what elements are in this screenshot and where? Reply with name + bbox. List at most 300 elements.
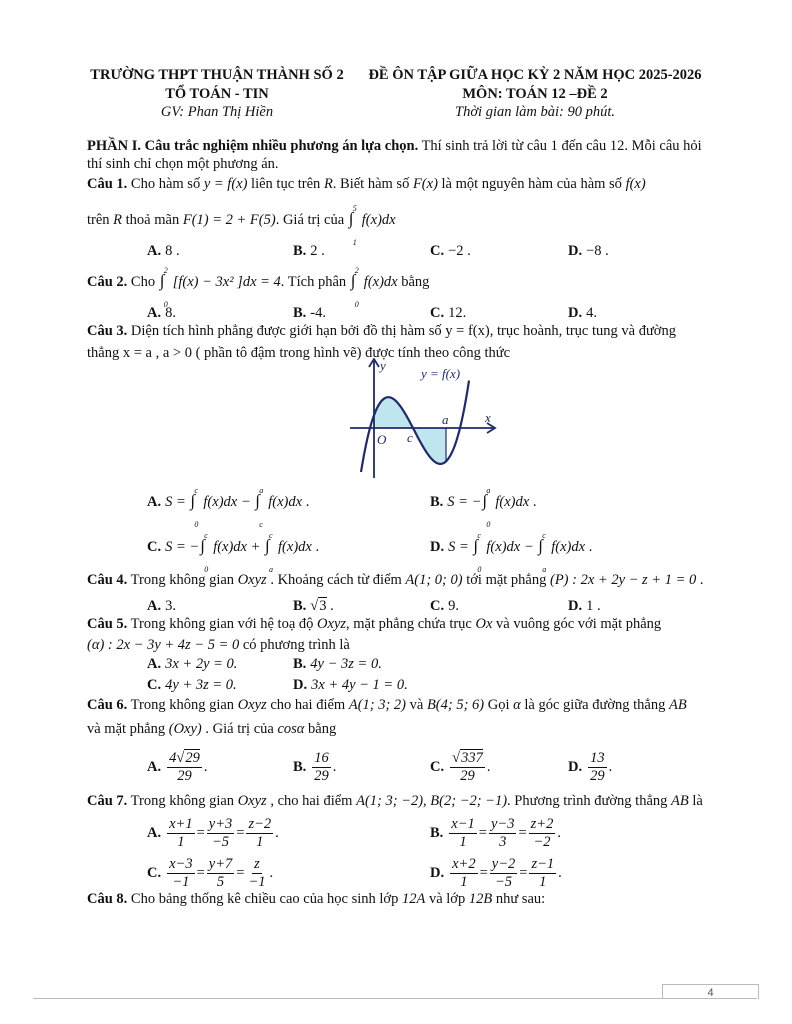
denominator	[175, 834, 186, 851]
text: 29	[590, 768, 605, 784]
math-expression: A(1; 0; 0)	[405, 572, 463, 588]
math-expression: f(x)dx +	[213, 539, 265, 555]
answer-option-a[interactable]	[147, 304, 176, 322]
option-label: A.	[147, 494, 162, 510]
text: bằng	[304, 721, 337, 737]
answer-option-d[interactable]	[430, 856, 562, 891]
text: 13	[590, 750, 605, 766]
text: =	[518, 824, 527, 841]
department: TỔ TOÁN - TIN	[165, 86, 269, 102]
text: =	[519, 864, 528, 881]
text: trên	[87, 212, 114, 228]
question-5	[87, 615, 661, 633]
text: =	[478, 824, 487, 841]
upper-limit: c	[477, 530, 481, 540]
answer-option-b[interactable]	[293, 655, 382, 673]
fraction	[246, 856, 267, 891]
upper-limit: c	[542, 530, 546, 540]
option-label: C.	[430, 758, 445, 775]
math-expression: f(x)dx −	[486, 539, 538, 555]
numerator	[529, 816, 556, 834]
question-text	[127, 697, 686, 713]
math-expression: 3x + 4y − 1 = 0.	[311, 677, 408, 693]
upper-limit: 2	[163, 265, 168, 275]
answer-option-d[interactable]	[430, 530, 593, 574]
text: 4	[169, 750, 177, 766]
numerator	[207, 816, 234, 834]
text: thoả mãn	[122, 212, 183, 228]
math-expression: A(1; 3; 2)	[348, 697, 407, 713]
answer-option-a[interactable]	[147, 750, 207, 785]
math-expression: F(x)	[412, 176, 438, 192]
math-expression: S = −	[447, 494, 482, 510]
text: và	[406, 697, 427, 713]
answer-option-b[interactable]	[293, 242, 325, 260]
math-expression: α	[513, 697, 521, 713]
text: .	[275, 824, 279, 841]
question-label: Câu 3.	[87, 323, 128, 339]
math-expression: (P) : 2x + 2y − z + 1 = 0	[550, 572, 697, 588]
option-label: D.	[293, 677, 308, 693]
answer-option-d[interactable]	[568, 242, 609, 260]
answer-option-d[interactable]	[568, 304, 597, 322]
question-text	[87, 720, 336, 738]
text: 9.	[448, 598, 459, 614]
denominator	[588, 768, 607, 785]
question-6	[87, 696, 687, 714]
text: x+2	[452, 856, 476, 872]
question-3	[87, 322, 676, 340]
lower-limit: c	[259, 519, 263, 529]
teacher: GV: Phan Thị Hiền	[160, 104, 274, 120]
upper-limit: c	[269, 530, 273, 540]
text: và lớp	[425, 891, 469, 907]
denominator	[497, 834, 508, 851]
option-label: A.	[147, 656, 162, 672]
text: −8 .	[586, 243, 609, 259]
lower-limit: a	[269, 564, 274, 574]
text: 8.	[165, 305, 176, 321]
text: .	[269, 864, 274, 881]
option-label: B.	[293, 758, 307, 775]
fraction	[167, 816, 194, 851]
text: z−1	[531, 856, 555, 872]
question-text	[87, 636, 350, 654]
integral-sign	[482, 485, 494, 529]
text: liên tục trên	[247, 176, 324, 192]
integral-symbol: ∫	[200, 535, 205, 555]
question-label: Câu 8.	[87, 891, 128, 907]
numerator	[588, 750, 607, 768]
answer-option-a[interactable]	[147, 242, 180, 260]
option-label: D.	[568, 305, 583, 321]
text: Trong không gian	[127, 697, 238, 713]
math-expression: f(x)dx	[363, 274, 398, 290]
integral-sign	[538, 530, 550, 574]
option-label: B.	[293, 243, 307, 259]
text: là góc giữa đường thẳng	[520, 697, 669, 713]
math-expression: S = −	[165, 539, 200, 555]
integral-symbol: ∫	[159, 270, 165, 290]
sqrt-sign: √	[310, 598, 319, 614]
text: tới mặt phẳng	[462, 572, 550, 588]
text: và mặt phẳng	[87, 721, 169, 737]
option-label: A.	[147, 824, 162, 841]
fraction	[207, 856, 234, 891]
numerator	[207, 856, 234, 874]
math-expression: Oxyz	[237, 793, 267, 809]
text: 1 .	[586, 598, 601, 614]
answer-option-d[interactable]	[568, 597, 601, 615]
fraction	[588, 750, 607, 785]
option-label: C.	[430, 598, 445, 614]
math-expression: A(1; 3; −2), B(2; −2; −1)	[356, 793, 508, 809]
numerator	[167, 750, 202, 768]
upper-limit: c	[204, 530, 208, 540]
text: =	[236, 864, 245, 881]
origin-label: O	[377, 432, 387, 447]
text: Gọi	[484, 697, 514, 713]
question-2	[87, 265, 430, 309]
answer-option-d[interactable]	[293, 676, 408, 694]
answer-option-c[interactable]	[147, 676, 237, 694]
fraction	[207, 816, 234, 851]
lower-limit: 0	[163, 299, 168, 309]
math-expression: 4y + 3z = 0.	[165, 677, 237, 693]
text: 12.	[448, 305, 467, 321]
text: là	[688, 793, 703, 809]
text: 8 .	[165, 243, 180, 259]
denominator	[458, 874, 469, 891]
text: y−3	[490, 816, 515, 832]
numerator	[450, 750, 485, 768]
denominator	[537, 874, 548, 891]
answer-option-b[interactable]	[293, 304, 326, 322]
numerator	[167, 856, 194, 874]
integral-sign	[348, 203, 361, 247]
text: Trong không gian với hệ toạ độ	[127, 616, 318, 632]
math-expression: f(x)dx −	[203, 494, 255, 510]
text: =	[479, 864, 488, 881]
part1-text: Thí sinh trả lời từ câu 1 đến câu 12. Mỗi câu hỏi	[418, 138, 702, 154]
denominator	[254, 834, 265, 851]
exam-time: Thời gian làm bài: 90 phút.	[455, 104, 615, 120]
option-label: B.	[430, 824, 444, 841]
integral-symbol: ∫	[348, 208, 354, 228]
integral-sign	[473, 530, 485, 574]
math-expression: f(x)dx	[361, 212, 396, 228]
text: x+1	[169, 816, 193, 832]
math-expression: f(x)dx	[551, 539, 586, 555]
fraction	[450, 750, 485, 785]
denominator	[457, 834, 468, 851]
text: . Tích phân	[280, 274, 350, 290]
option-label: A.	[147, 758, 162, 775]
math-expression: 12B	[468, 891, 493, 907]
text: .	[311, 539, 320, 555]
text: và vuông góc với mặt phẳng	[492, 616, 662, 632]
function-graph-figure	[345, 358, 505, 480]
integral-sign	[190, 485, 202, 529]
answer-option-c[interactable]	[430, 597, 459, 615]
math-expression: Ox	[475, 616, 493, 632]
text: Cho bảng thống kê chiều cao của học sinh lớp	[127, 891, 402, 907]
question-label: Câu 1.	[87, 176, 128, 192]
lower-limit: a	[542, 564, 547, 574]
answer-option-b[interactable]	[430, 485, 537, 529]
option-label: D.	[430, 864, 445, 881]
math-expression: S =	[165, 494, 190, 510]
lower-limit: 0	[354, 299, 359, 309]
question-label: Câu 5.	[87, 616, 128, 632]
radicand: 29	[185, 750, 200, 766]
integral-symbol: ∫	[190, 490, 196, 510]
question-text	[127, 176, 645, 192]
a-label: a	[442, 412, 449, 427]
option-label: C.	[147, 539, 162, 555]
math-expression: R	[323, 176, 333, 192]
text: .	[696, 572, 704, 588]
answer-option-d[interactable]	[568, 750, 612, 785]
denominator	[312, 768, 331, 785]
lower-limit: 0	[204, 564, 209, 574]
text: =	[196, 824, 205, 841]
option-label: B.	[293, 656, 307, 672]
curve-label: y = f(x)	[421, 366, 461, 381]
answer-option-c[interactable]	[430, 304, 466, 322]
fraction	[312, 750, 331, 785]
denominator	[210, 834, 231, 851]
question-8	[87, 890, 545, 908]
lower-limit: 0	[477, 564, 482, 574]
integral-sign	[350, 265, 363, 309]
text: .	[486, 758, 491, 775]
integral-symbol: ∫	[350, 270, 356, 290]
upper-limit: 2	[354, 265, 359, 275]
math-expression: 12A	[401, 891, 426, 907]
answer-option-a[interactable]	[147, 816, 279, 851]
math-expression: (α) : 2x − 3y + 4z − 5 = 0	[87, 637, 240, 653]
numerator	[449, 816, 476, 834]
option-label: D.	[568, 758, 583, 775]
text: −5	[212, 834, 230, 850]
question-1	[87, 175, 646, 193]
text: .	[332, 758, 337, 775]
math-expression: B(4; 5; 6)	[426, 697, 485, 713]
square-root	[310, 597, 326, 614]
math-expression: cosα	[277, 721, 305, 737]
text: Trong không gian	[127, 793, 238, 809]
text: 16	[314, 750, 329, 766]
answer-option-a[interactable]	[147, 597, 176, 615]
option-label: A.	[147, 305, 162, 321]
integral-symbol: ∫	[255, 490, 260, 510]
integral-sign	[200, 530, 212, 574]
text: Cho	[127, 274, 159, 290]
x-axis-label: x	[485, 410, 491, 425]
text: 1	[177, 834, 185, 850]
lower-limit: 0	[194, 519, 199, 529]
text: Cho hàm số	[127, 176, 204, 192]
question-text	[127, 891, 545, 907]
radicand: 3	[319, 598, 327, 614]
math-expression: AB	[671, 793, 689, 809]
text: , mặt phẳng chứa trục	[346, 616, 476, 632]
numerator	[167, 816, 194, 834]
math-expression: S =	[448, 539, 473, 555]
text: cho hai điểm	[266, 697, 349, 713]
upper-limit: 5	[352, 203, 357, 213]
integral-symbol: ∫	[538, 535, 543, 555]
text: 1	[459, 834, 467, 850]
fraction	[489, 816, 516, 851]
text: Trong không gian	[127, 572, 238, 588]
text: bằng	[397, 274, 430, 290]
option-label: C.	[147, 864, 162, 881]
integral-symbol: ∫	[265, 535, 270, 555]
numerator	[489, 816, 516, 834]
subject: MÔN: TOÁN 12 –ĐỀ 2	[462, 86, 608, 102]
text: . Giá trị của	[201, 721, 278, 737]
text: .	[326, 598, 334, 614]
text: 3	[499, 834, 507, 850]
text: =	[236, 824, 245, 841]
sqrt-sign: √	[452, 750, 461, 766]
page-number: 4	[662, 984, 759, 999]
math-expression: f(x)dx	[495, 494, 530, 510]
upper-limit: a	[486, 485, 491, 495]
part1-intro	[87, 137, 702, 155]
option-label: A.	[147, 243, 162, 259]
text: . Phương trình đường thẳng	[507, 793, 672, 809]
lower-limit: 1	[352, 237, 357, 247]
text: 29	[460, 768, 475, 784]
answer-option-b[interactable]	[430, 816, 561, 851]
fraction	[246, 816, 273, 851]
question-text: thẳng x = a , a > 0 ( phần tô đậm trong hình vẽ) được tính theo công thức	[87, 345, 511, 361]
text: z+2	[530, 816, 554, 832]
text: z−2	[248, 816, 272, 832]
upper-limit: a	[259, 485, 264, 495]
fraction	[167, 750, 202, 785]
math-expression: [f(x) − 3x² ]dx = 4	[172, 274, 281, 290]
answer-option-c[interactable]	[147, 856, 273, 891]
text: -4.	[310, 305, 327, 321]
text: là một nguyên hàm của hàm số	[437, 176, 626, 192]
numerator	[450, 856, 477, 874]
math-expression: AB	[668, 697, 687, 713]
answer-option-a[interactable]	[147, 655, 237, 673]
option-label: C.	[430, 305, 445, 321]
option-label: B.	[293, 598, 307, 614]
integral-symbol: ∫	[473, 535, 479, 555]
option-label: B.	[293, 305, 307, 321]
question-text	[127, 793, 703, 809]
text: 1	[256, 834, 264, 850]
answer-option-c[interactable]	[430, 750, 490, 785]
text: .	[529, 494, 537, 510]
text: 1	[460, 874, 468, 890]
text: . Giá trị của	[275, 212, 348, 228]
text: 2 .	[310, 243, 325, 259]
text: y+3	[208, 816, 233, 832]
text: .	[608, 758, 613, 775]
answer-option-b[interactable]	[293, 597, 334, 615]
fraction	[490, 856, 517, 891]
lower-limit: 0	[486, 519, 491, 529]
fraction	[529, 816, 556, 851]
option-label: C.	[147, 677, 162, 693]
answer-option-b[interactable]	[293, 750, 336, 785]
text: .	[302, 494, 310, 510]
fraction	[449, 816, 476, 851]
numerator	[312, 750, 331, 768]
text: có phương trình là	[239, 637, 350, 653]
math-expression: 4y − 3z = 0.	[310, 656, 382, 672]
question-text	[127, 265, 430, 309]
fraction	[529, 856, 556, 891]
text: .	[557, 824, 561, 841]
math-expression: (Oxy)	[168, 721, 202, 737]
text: , cho hai điểm	[266, 793, 357, 809]
question-text	[87, 203, 396, 247]
option-label: D.	[568, 598, 583, 614]
text: =	[196, 864, 205, 881]
text: y+7	[208, 856, 233, 872]
fraction	[450, 856, 477, 891]
question-text: Diện tích hình phẳng được giới hạn bởi đồ thị hàm số y = f(x), trục hoành, trục tung và đường	[127, 323, 676, 339]
answer-option-c[interactable]	[147, 530, 320, 574]
text: −1	[172, 874, 190, 890]
y-axis-label: y	[380, 358, 386, 373]
denominator	[458, 768, 477, 785]
option-label: B.	[430, 494, 444, 510]
math-expression: f(x)dx	[278, 539, 312, 555]
question-text	[127, 572, 703, 588]
text: .	[558, 864, 562, 881]
text: x−1	[451, 816, 475, 832]
question-label: Câu 7.	[87, 793, 128, 809]
integral-sign	[159, 265, 172, 309]
text: 3.	[165, 598, 176, 614]
answer-option-c[interactable]	[430, 242, 471, 260]
math-expression: Oxyz	[237, 697, 267, 713]
c-label: c	[407, 430, 413, 445]
math-expression: f(x)	[625, 176, 646, 192]
question-7	[87, 792, 703, 810]
math-expression: R	[113, 212, 123, 228]
text: −2	[533, 834, 551, 850]
text: x−3	[169, 856, 193, 872]
question-text	[127, 616, 661, 632]
option-label: D.	[430, 539, 445, 555]
text: −5	[495, 874, 513, 890]
option-label: C.	[430, 243, 445, 259]
text: 29	[314, 768, 329, 784]
denominator	[175, 768, 194, 785]
denominator	[215, 874, 226, 891]
answer-option-a[interactable]	[147, 485, 310, 529]
square-root	[452, 749, 483, 766]
denominator	[246, 874, 267, 891]
sqrt-sign: √	[176, 750, 185, 766]
footer-divider	[33, 998, 757, 999]
math-expression: Oxyz	[317, 616, 347, 632]
denominator	[170, 874, 191, 891]
numerator	[246, 816, 273, 834]
denominator	[493, 874, 514, 891]
text: như sau:	[492, 891, 546, 907]
